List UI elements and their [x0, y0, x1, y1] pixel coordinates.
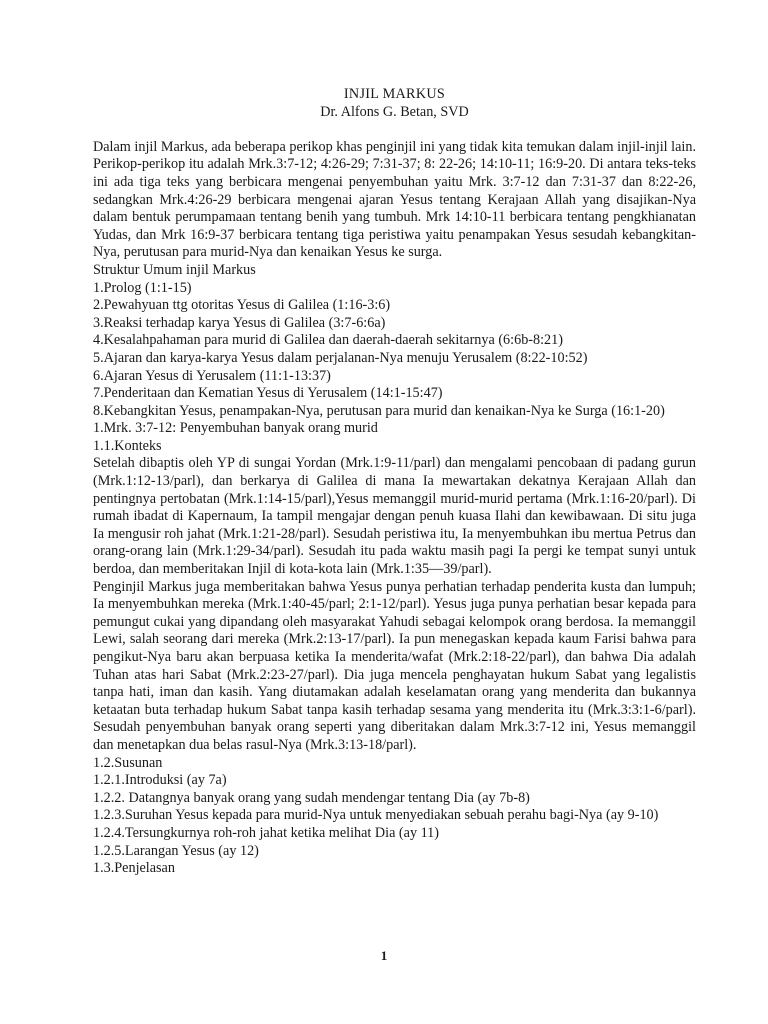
- structure-heading: Struktur Umum injil Markus: [93, 261, 256, 278]
- document-title: INJIL MARKUS: [343, 86, 446, 102]
- structure-list: [93, 280, 696, 421]
- susunan-item: 1.2.3.Suruhan Yesus kepada para murid-Nya untuk menyediakan sebuah perahu bagi-Nya (ay 9-10): [93, 807, 659, 824]
- intro-paragraph: Dalam injil Markus, ada beberapa perikop khas penginjil ini yang tidak kita temukan dalam injil-injil lain. Perikop-perikop itu adalah Mrk.3:7-12; 4:26-29; 7:31-37; 8: 22-26; 14:10-11; 16:9-20. Di antara teks-teks ini ada tiga teks yang berbicara mengenai penyembuhan yaitu Mrk. 3:7-12 dan 7:31-37 dan 8:22-26, sedangkan Mrk.4:26-29 berbicara mengenai ajaran Yesus tentang Kerajaan Allah yang disajikan-Nya dalam bentuk perumpamaan tentang benih yang tumbuh. Mrk 14:10-11 berbicara tentang pengkhianatan Yudas, dan Mrk 16:9-37 berbicara tentang tiga peristiwa yaitu penampakan Yesus sesudah kebangkitan-Nya, perutusan para murid-Nya dan kenaikan Yesus ke surga.: [93, 138, 696, 261]
- structure-item: 4.Kesalahpahaman para murid di Galilea dan daerah-daerah sekitarnya (6:6b-8:21): [93, 332, 563, 349]
- section-1-2-heading: 1.2.Susunan: [93, 754, 163, 771]
- susunan-item: 1.2.5.Larangan Yesus (ay 12): [93, 842, 259, 859]
- susunan-list: [93, 772, 696, 860]
- page-number: 1: [380, 948, 388, 963]
- document-author: Dr. Alfons G. Betan, SVD: [320, 103, 469, 120]
- context-paragraph-1: Setelah dibaptis oleh YP di sungai Yordan (Mrk.1:9-11/parl) dan mengalami pencobaan di padang gurun (Mrk.1:12-13/parl), dan berkarya di Galilea di mana Ia mewartakan dekatnya Kerajaan Allah dan pentingnya pertobatan (Mrk.1:14-15/parl),Yesus memanggil murid-murid pertama (Mrk.1:16-20/parl). Di rumah ibadat di Kapernaum, Ia tampil mengajar dengan penuh kuasa Ilahi dan kewibawaan. Di situ juga Ia mengusir roh jahat (Mrk.1:21-28/parl). Sesudah peristiwa itu, Ia menyembuhkan ibu mertua Petrus dan orang-orang lain (Mrk.1:29-34/parl). Sesudah itu pada waktu masih pagi Ia pergi ke tempat sunyi untuk berdoa, dan memberitakan Injil di kota-kota lain (Mrk.1:35—39/parl).: [93, 455, 696, 578]
- structure-item: 7.Penderitaan dan Kematian Yesus di Yerusalem (14:1-15:47): [93, 385, 443, 402]
- section-1-3-heading: 1.3.Penjelasan: [93, 860, 175, 877]
- structure-item: 5.Ajaran dan karya-karya Yesus dalam perjalanan-Nya menuju Yerusalem (8:22-10:52): [93, 349, 588, 366]
- susunan-item: 1.2.2. Datangnya banyak orang yang sudah mendengar tentang Dia (ay 7b-8): [93, 789, 530, 806]
- susunan-item: 1.2.4.Tersungkurnya roh-roh jahat ketika melihat Dia (ay 11): [93, 824, 439, 841]
- structure-item: 8.Kebangkitan Yesus, penampakan-Nya, perutusan para murid dan kenaikan-Nya ke Surga (16:1-20): [93, 402, 665, 419]
- section-1-heading: 1.Mrk. 3:7-12: Penyembuhan banyak orang murid: [93, 420, 378, 437]
- structure-item: 2.Pewahyuan ttg otoritas Yesus di Galilea (1:16-3:6): [93, 297, 391, 314]
- structure-item: 6.Ajaran Yesus di Yerusalem (11:1-13:37): [93, 367, 331, 384]
- document-body: [93, 139, 696, 878]
- structure-item: 1.Prolog (1:1-15): [93, 279, 192, 296]
- structure-item: 3.Reaksi terhadap karya Yesus di Galilea (3:7-6:6a): [93, 314, 386, 331]
- section-1-1-heading: 1.1.Konteks: [93, 437, 162, 454]
- susunan-item: 1.2.1.Introduksi (ay 7a): [93, 772, 227, 789]
- context-paragraph-2: Penginjil Markus juga memberitakan bahwa Yesus punya perhatian terhadap penderita kusta dan lumpuh; Ia menyembuhkan mereka (Mrk.1:40-45/parl; 2:1-12/parl). Yesus juga punya perhatian besar kepada para pemungut cukai yang dipandang oleh masyarakat Yahudi sebagai kelompok orang berdosa. Ia memanggil Lewi, salah seorang dari mereka (Mrk.2:13-17/parl). Ia pun menegaskan kepada kaum Farisi bahwa para pengikut-Nya baru akan berpuasa ketika Ia menderita/wafat (Mrk.2:18-22/parl), dan bahwa Dia adalah Tuhan atas hari Sabat (Mrk.2:23-27/parl). Dia juga mencela penghayatan hukum Sabat yang legalistis tanpa hati, iman dan kasih. Yang diutamakan adalah keselamatan orang yang menderita dan bukannya ketaatan buta terhadap hukum Sabat tanpa kasih terhadap sesama yang menderita itu (Mrk.3:3:1-6/parl). Sesudah penyembuhan banyak orang seperti yang diberitakan dalam Mrk.3:7-12 ini, Yesus memanggil dan menetapkan dua belas rasul-Nya (Mrk.3:13-18/parl).: [93, 578, 696, 753]
